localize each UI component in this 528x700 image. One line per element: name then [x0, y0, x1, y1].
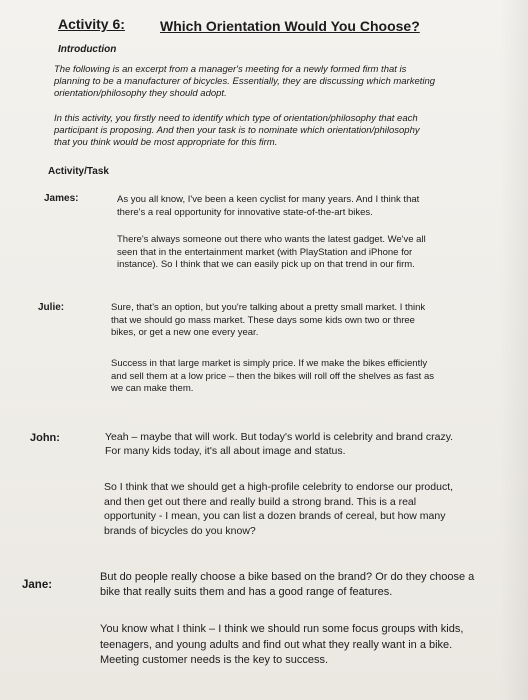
text-line: bike that really suits them and has a good range of features. — [100, 586, 393, 598]
julie-speech-2 — [111, 358, 491, 396]
activity-header — [58, 16, 438, 32]
john-speech-2 — [104, 480, 504, 538]
introduction-paragraph — [54, 64, 474, 100]
text-line: The following is an excerpt from a manager's meeting for a newly formed firm that is — [54, 64, 407, 75]
task-heading: Activity/Task — [48, 166, 109, 177]
text-line: So I think that we should get a high-profile celebrity to endorse our product, — [104, 481, 454, 493]
text-line: participant is proposing. And then your task is to nominate which orientation/philosophy — [54, 125, 420, 136]
text-line: brands of bicycles do you know? — [104, 524, 256, 537]
activity-number: Activity 6: — [58, 16, 125, 32]
james-speech-2 — [117, 234, 477, 272]
text-line: Meeting customer needs is the key to success. — [100, 654, 329, 666]
text-line: that we should go mass market. These days some kids own two or three — [111, 314, 415, 326]
text-line: But do people really choose a bike based on the brand? Or do they choose a — [100, 571, 475, 583]
speaker-john: John: — [30, 432, 60, 444]
speaker-james: James: — [44, 193, 79, 204]
jane-speech-1 — [100, 570, 512, 600]
text-line: instance). So I think that we can easily pick up on that trend in our firm. — [117, 259, 415, 270]
text-line: and then get out there and really build a strong brand. This is a real — [104, 495, 417, 508]
james-speech-1 — [117, 194, 477, 219]
text-line: You know what I think – I think we should run some focus groups with kids, — [100, 623, 464, 635]
text-line: planning to be a manufacturer of bicycles. Essentially, they are discussing which marketing — [54, 76, 436, 87]
activity-title: Which Orientation Would You Choose? — [160, 18, 420, 34]
julie-speech-1 — [111, 302, 481, 340]
text-line: orientation/philosophy they should adopt. — [54, 88, 227, 99]
text-line: and sell them at a low price – then the bikes will roll off the shelves as fast as — [111, 370, 434, 382]
text-line: we can make them. — [111, 383, 194, 394]
text-line: Sure, that's an option, but you're talking about a pretty small market. I think — [111, 302, 426, 313]
text-line: For many kids today, it's all about image and status. — [105, 445, 346, 457]
jane-speech-2 — [100, 622, 512, 669]
page-edge-shadow — [500, 0, 528, 700]
text-line: there's a real opportunity for innovative state-of-the-art bikes. — [117, 206, 373, 218]
speaker-julie: Julie: — [38, 302, 65, 313]
text-line: Success in that large market is simply price. If we make the bikes efficiently — [111, 358, 428, 369]
instructions-paragraph — [54, 113, 474, 149]
speaker-jane: Jane: — [22, 579, 53, 591]
text-line: seen that in the entertainment market (with PlayStation and iPhone for — [117, 246, 413, 258]
text-line: bikes, or get a new one every year. — [111, 327, 259, 338]
john-speech-1 — [105, 430, 505, 458]
text-line: opportunity - I mean, you can list a dozen brands of cereal, but how many — [104, 510, 446, 522]
text-line: In this activity, you firstly need to identify which type of orientation/philosophy that each — [54, 113, 418, 124]
text-line: As you all know, I've been a keen cyclist for many years. And I think that — [117, 194, 420, 205]
text-line: teenagers, and young adults and find out what they really want in a bike. — [100, 638, 453, 651]
text-line: that you think would be most appropriate for this firm. — [54, 137, 278, 148]
introduction-heading: Introduction — [58, 44, 117, 55]
text-line: There's always someone out there who wants the latest gadget. We've all — [117, 234, 426, 245]
text-line: Yeah – maybe that will work. But today's world is celebrity and brand crazy. — [105, 431, 454, 443]
